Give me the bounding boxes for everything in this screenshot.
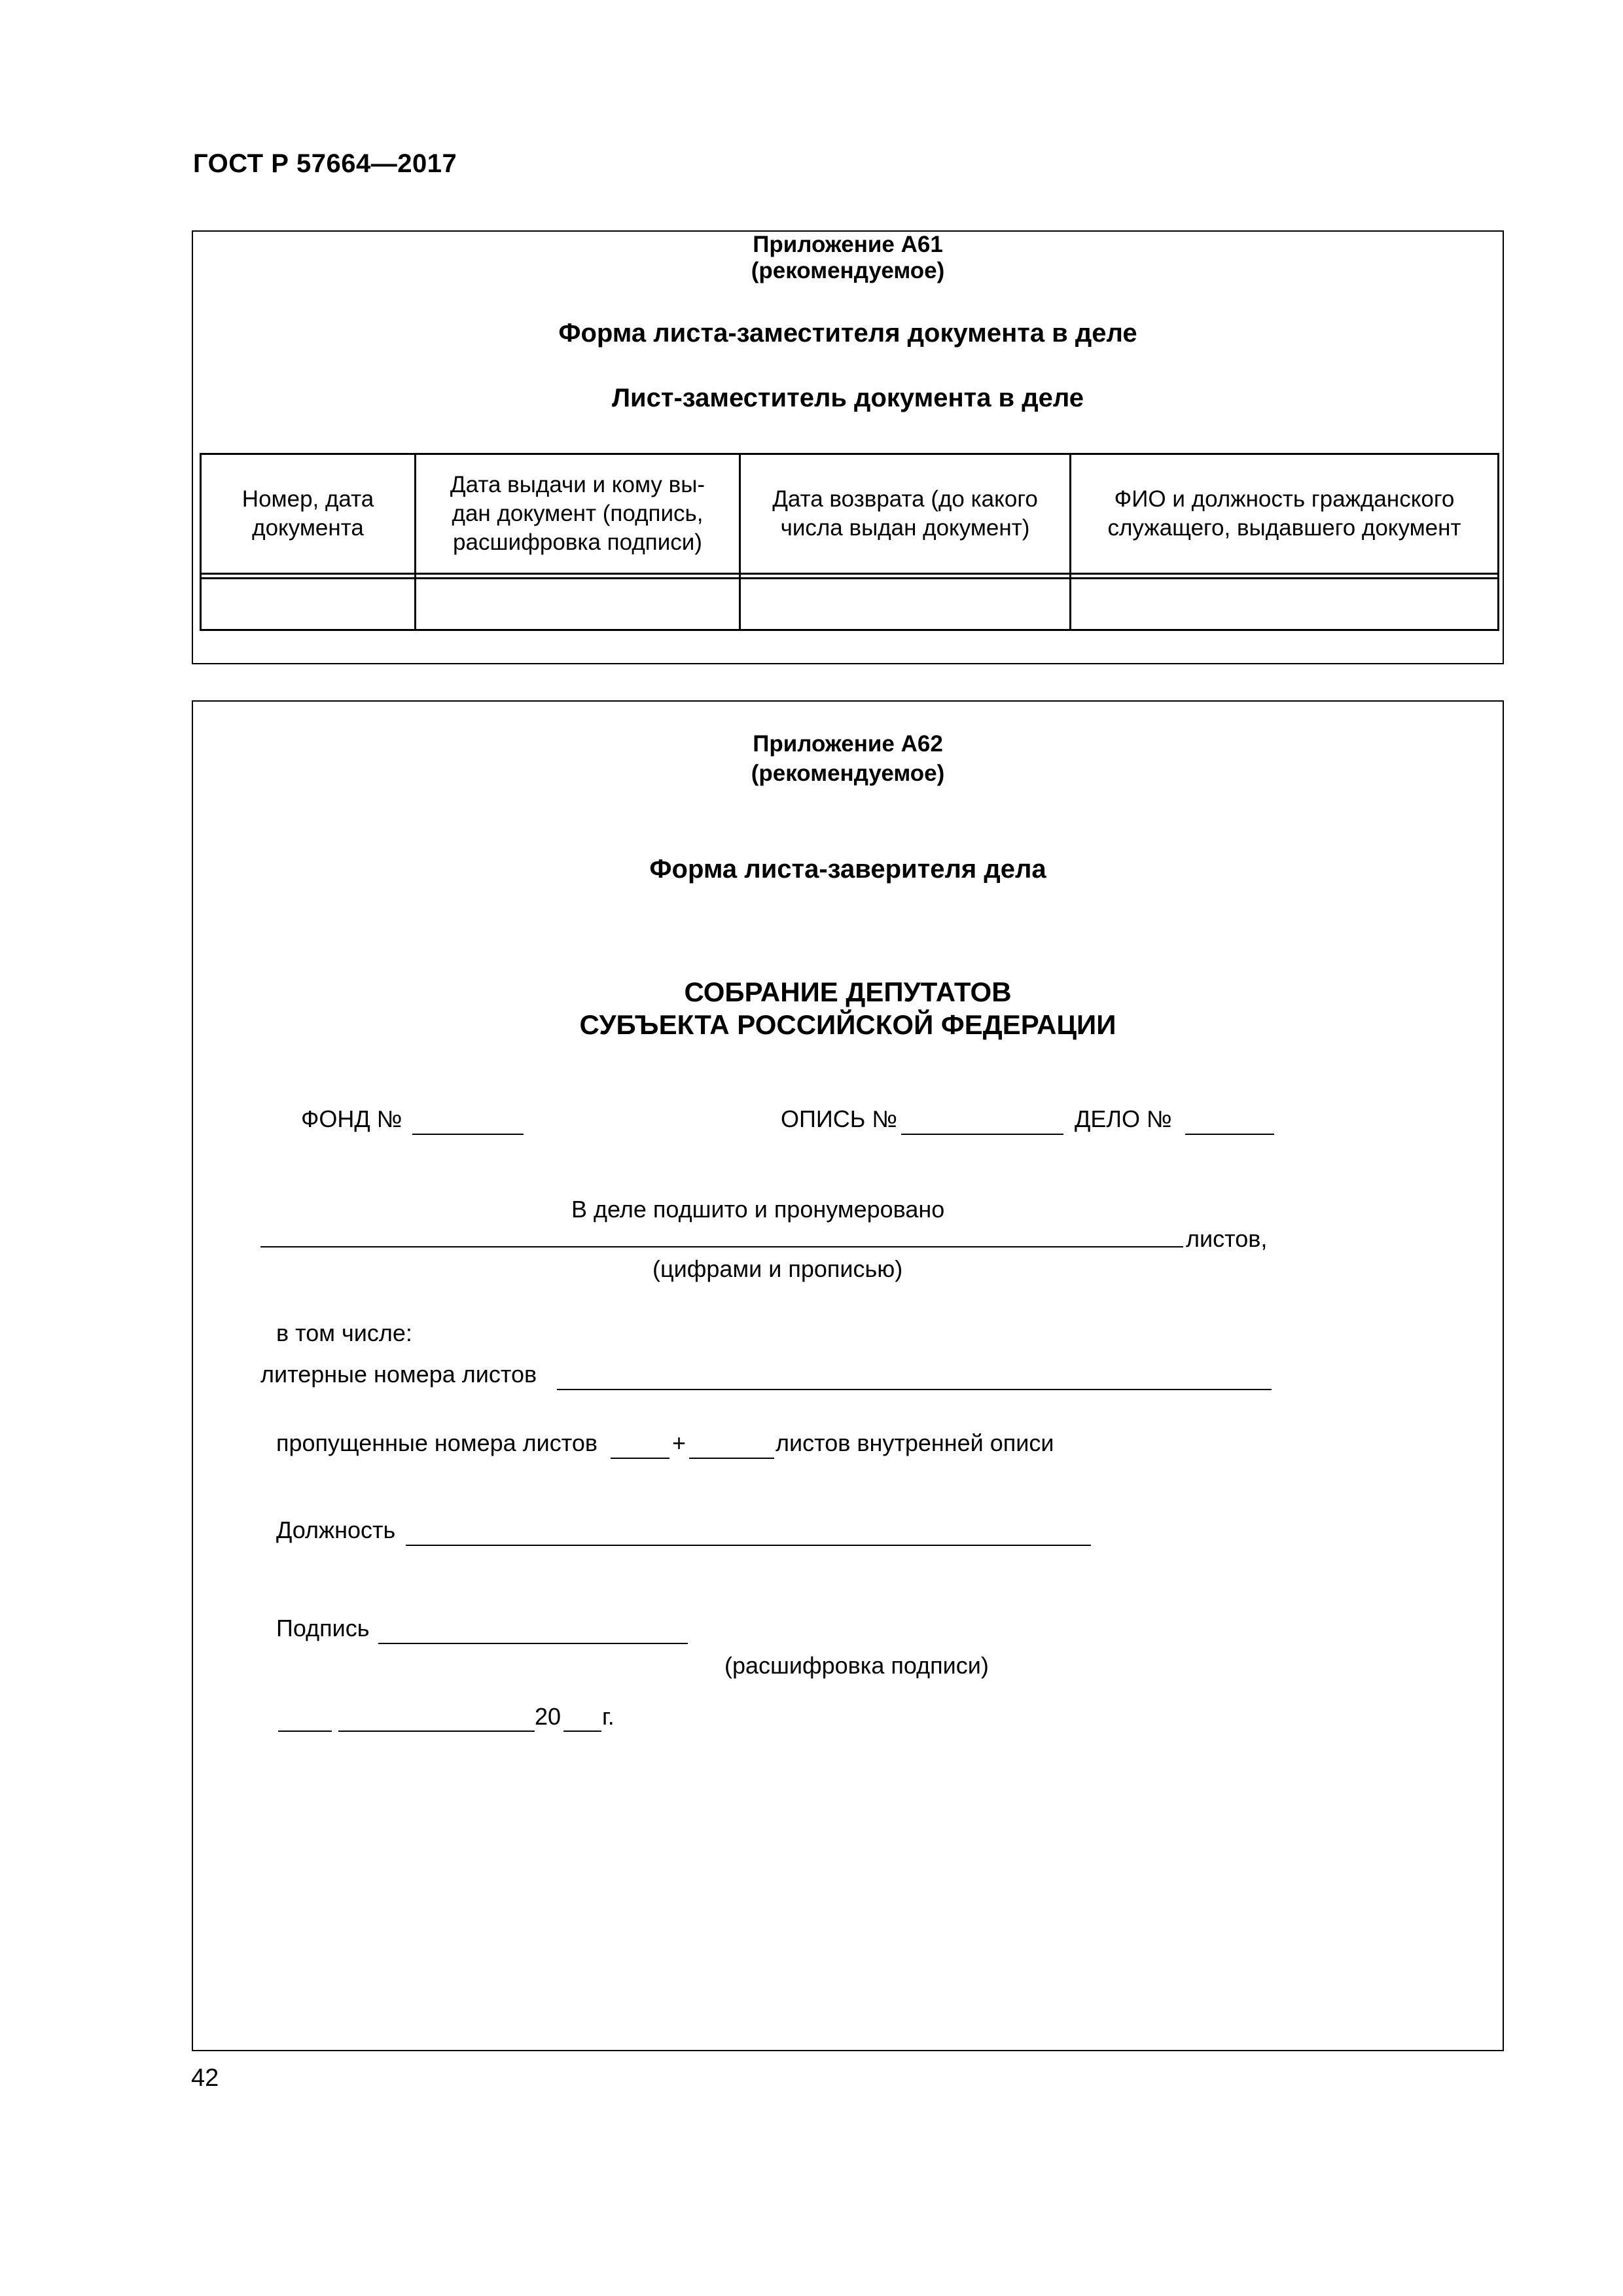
table-cell	[1071, 579, 1499, 630]
table-header-cell: ФИО и должность гражданского служащего, выдавшего документ	[1071, 454, 1499, 574]
opis-number-field[interactable]	[901, 1134, 1063, 1135]
table-row	[201, 579, 1499, 630]
appendix-a62-frame	[192, 700, 1504, 2051]
signature-label: Подпись	[276, 1615, 370, 1641]
a61-title: Приложение А61	[753, 232, 943, 257]
table-cell	[416, 579, 740, 630]
a62-status: (рекомендуемое)	[751, 761, 945, 786]
missing-numbers-field[interactable]	[611, 1458, 669, 1459]
position-label: Должность	[276, 1516, 396, 1543]
inner-inventory-label: листов внутренней описи	[776, 1429, 1054, 1456]
table-header-row	[201, 454, 1499, 574]
date-month-field[interactable]	[338, 1731, 535, 1732]
date-year-field[interactable]	[563, 1731, 601, 1732]
replacement-sheet-table	[200, 453, 1499, 631]
table-cell	[201, 579, 416, 630]
filed-text: В деле подшито и пронумеровано	[571, 1196, 945, 1223]
date-year-prefix: 20	[535, 1703, 562, 1730]
a61-status: (рекомендуемое)	[751, 258, 945, 283]
table-separator-row	[201, 574, 1499, 579]
inner-inventory-field[interactable]	[689, 1458, 774, 1459]
plus-sign: +	[672, 1429, 687, 1456]
delo-number-field[interactable]	[1185, 1134, 1274, 1135]
sheet-count-field[interactable]	[260, 1246, 1183, 1247]
page-number: 42	[191, 2064, 219, 2092]
table-header-cell: Дата выдачи и кому вы- дан документ (подпись, расшифровка подписи)	[416, 454, 740, 574]
opis-label: ОПИСЬ №	[781, 1105, 897, 1132]
document-header: ГОСТ Р 57664—2017	[193, 149, 457, 178]
date-suffix: г.	[602, 1703, 615, 1730]
appendix-a61-frame	[192, 230, 1504, 664]
a62-form-title: Форма листа-заверителя дела	[649, 855, 1046, 884]
a61-sheet-title: Лист-заместитель документа в деле	[611, 384, 1084, 412]
fond-label: ФОНД №	[301, 1105, 402, 1132]
letter-numbers-label: литерные номера листов	[260, 1361, 537, 1388]
position-field[interactable]	[406, 1545, 1091, 1546]
signature-hint: (расшифровка подписи)	[724, 1652, 989, 1679]
table-header-cell: Дата возврата (до какого числа выдан документ)	[740, 454, 1071, 574]
sheets-suffix: листов,	[1186, 1225, 1268, 1252]
a61-form-title: Форма листа-заместителя документа в деле	[558, 319, 1137, 348]
org-name-line2: СУБЪЕКТА РОССИЙСКОЙ ФЕДЕРАЦИИ	[579, 1009, 1116, 1040]
digits-hint: (цифрами и прописью)	[652, 1255, 903, 1282]
including-label: в том числе:	[276, 1319, 412, 1346]
table-cell	[740, 579, 1071, 630]
letter-numbers-field[interactable]	[557, 1389, 1272, 1390]
date-day-field[interactable]	[278, 1731, 332, 1732]
fond-number-field[interactable]	[412, 1134, 524, 1135]
a62-title: Приложение А62	[753, 731, 943, 757]
missing-numbers-label: пропущенные номера листов	[276, 1429, 597, 1456]
signature-field[interactable]	[378, 1643, 688, 1644]
org-name-line1: СОБРАНИЕ ДЕПУТАТОВ	[684, 977, 1012, 1007]
delo-label: ДЕЛО №	[1075, 1105, 1172, 1132]
table-header-cell: Номер, дата документа	[201, 454, 416, 574]
